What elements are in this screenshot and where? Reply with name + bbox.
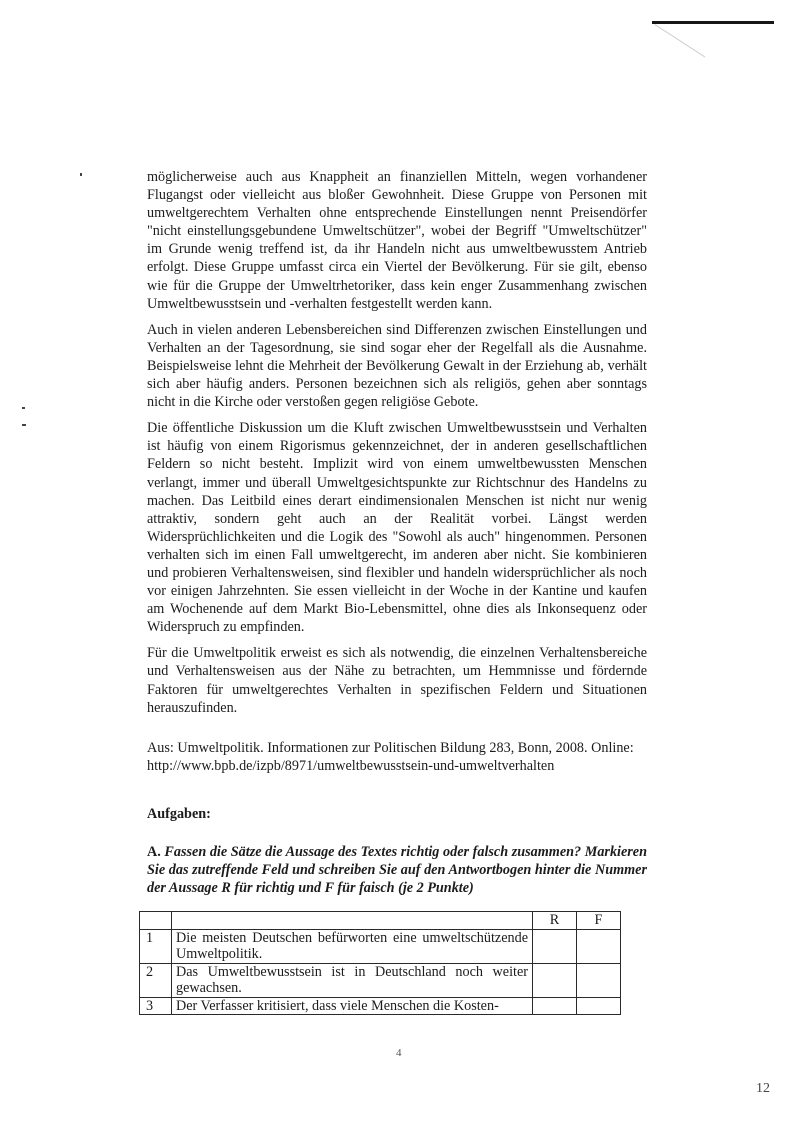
source-citation <box>147 739 647 775</box>
row-f-cell[interactable] <box>577 929 621 963</box>
paragraph-2: Auch in vielen anderen Lebensbereichen sind Differenzen zwischen Einstellungen und Verhalten an der Tagesordnung, sie sind sogar eher der Regelfall als die Ausnahme. Beispielsweise lehnt die Mehrheit der Bevölkerung Gewalt in der Erziehung ab, verhält sich aber häufig anders. Personen bezeichnen sich als religiös, gehen aber sonntags nicht in die Kirche oder verstoßen gegen religiöse Gebote. <box>147 321 647 411</box>
source-url: http://www.bpb.de/izpb/8971/umweltbewusstsein-und-umweltverhalten <box>147 757 555 774</box>
header-statement <box>172 912 533 930</box>
header-rule <box>652 21 774 24</box>
row-number: 2 <box>140 963 172 997</box>
scan-speck <box>22 424 26 426</box>
row-statement: Die meisten Deutschen befürworten eine umweltschützende Umweltpolitik. <box>172 929 533 963</box>
tasks-heading: Aufgaben: <box>147 805 211 822</box>
table-row <box>140 929 621 963</box>
row-number: 3 <box>140 997 172 1015</box>
row-r-cell[interactable] <box>533 929 577 963</box>
paragraph-4: Für die Umweltpolitik erweist es sich als notwendig, die einzelnen Verhaltensbereiche und Verhaltensweisen aus der Nähe zu betrachten, um Hemmnisse und fördernde Faktoren für umweltgerechtes Verhalten in spezifischen Feldern und Situationen herauszufinden. <box>147 645 647 716</box>
paragraph-3: Die öffentliche Diskussion um die Kluft zwischen Umweltbewusstsein und Verhalten ist häufig von einem Rigorismus gekennzeichnet, der in anderen gesellschaftlichen Feldern so nicht besteht. Implizit wird von einem umweltbewussten Menschen verlangt, immer und überall Umweltgesichtspunkte zur Richtschnur des Handelns zu machen. Das Leitbild eines derart eindimensionalen Menschen ist nicht nur wenig attraktiv, sondern geht auch an der Realität vorbei. Längst werden Widersprüchlichkeiten und die Logik des "Sowohl als auch" hingenommen. Personen verhalten sich im einen Fall umweltgerecht, im anderen aber nicht. Sie kombinieren und probieren Verhaltensweisen, sind flexibler und handeln widersprüchlicher als noch vor einigen Jahrzehnten. Sie essen vielleicht in der Woche in der Kantine und kaufen am Wochenende auf dem Markt Bio-Lebensmittel, ohne dies als Inkonsequenz oder Widerspruch zu empfinden. <box>147 420 647 636</box>
sheet-number: 12 <box>756 1081 770 1096</box>
row-r-cell[interactable] <box>533 963 577 997</box>
header-f: F <box>577 912 621 930</box>
source-line-1: Aus: Umweltpolitik. Informationen zur Politischen Bildung 283, Bonn, 2008. Online: <box>147 739 634 756</box>
row-r-cell[interactable] <box>533 997 577 1015</box>
row-f-cell[interactable] <box>577 963 621 997</box>
scan-speck <box>80 173 82 176</box>
scan-speck <box>22 407 25 409</box>
paragraph-1: möglicherweise auch aus Knappheit an finanziellen Mitteln, wegen vorhandener Flugangst oder vielleicht aus bloßer Gewohnheit. Diese Gruppe von Personen mit umweltgerechtem Verhalten ohne entsprechende Einstellungen nennt Preisendörfer "nicht einstellungsgebundene Umweltschützer", wobei der Begriff "Umweltschützer" im Grunde wenig treffend ist, da ihr Handeln nicht aus umweltbewusstem Antrieb erfolgt. Diese Gruppe umfasst circa ein Viertel der Bevölkerung. Für sie gilt, ebenso wie für die Gruppe der Umweltrhetoriker, dass kein enger Zusammenhang zwischen Umweltbewusstsein und -verhalten festgestellt werden kann. <box>147 169 647 312</box>
table-row <box>140 997 621 1015</box>
document-body <box>147 168 647 905</box>
row-statement: Der Verfasser kritisiert, dass viele Menschen die Kosten- <box>172 997 533 1015</box>
task-a-letter: A. <box>147 844 161 860</box>
row-f-cell[interactable] <box>577 997 621 1015</box>
row-number: 1 <box>140 929 172 963</box>
row-statement: Das Umweltbewusstsein ist in Deutschland noch weiter gewachsen. <box>172 963 533 997</box>
table-header-row <box>140 912 621 930</box>
task-a-text: Fassen die Sätze die Aussage des Textes richtig oder falsch zusammen? Markieren Sie das zutreffende Feld und schreiben Sie auf den Antwortbogen hinter die Nummer der Aussage R für richtig und F für faisch (je 2 Punkte) <box>147 844 647 897</box>
scan-artifact-line <box>654 24 705 58</box>
header-num <box>140 912 172 930</box>
task-a-instruction <box>147 843 647 897</box>
header-r: R <box>533 912 577 930</box>
true-false-table <box>139 911 621 1015</box>
table-row <box>140 963 621 997</box>
page-number: 4 <box>396 1047 402 1059</box>
